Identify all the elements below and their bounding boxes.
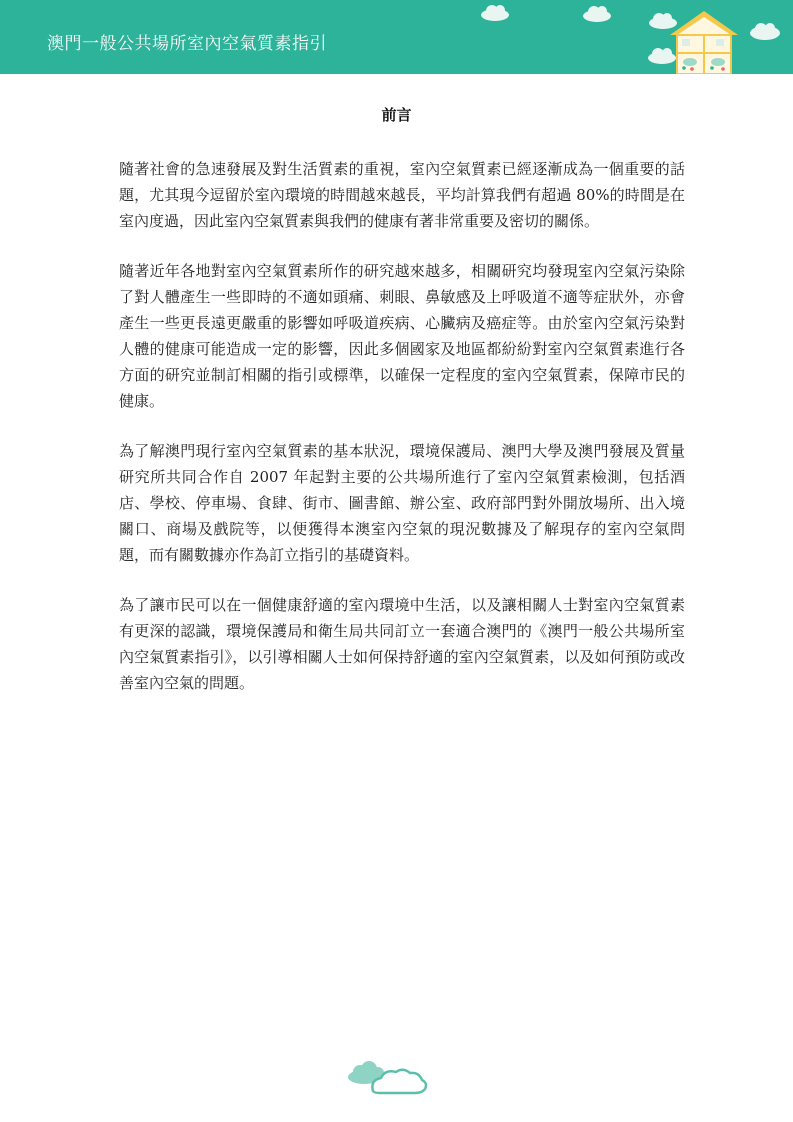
paragraph: 為了解澳門現行室內空氣質素的基本狀況，環境保護局、澳門大學及澳門發展及質量研究所共同合作自 2007 年起對主要的公共場所進行了室內空氣質素檢測，包括酒店、學校、停車場、食肆、街市、圖書館、辦公室、政府部門對外開放場所、出入境關口、商場及戲院等，以便獲得本澳室內空氣的現況數據及了解現存的室內空氣問題，而有關數據亦作為訂立指引的基礎資料。: [119, 442, 685, 564]
cloud-icon: [481, 5, 509, 21]
house-illustration-icon: [670, 11, 738, 74]
cloud-icon: [648, 48, 676, 64]
header-band: [0, 0, 793, 74]
header-illustration: [470, 0, 793, 74]
paragraph: 隨著社會的急速發展及對生活質素的重視，室內空氣質素已經逐漸成為一個重要的話題，尤其現今逗留於室內環境的時間越來越長，平均計算我們有超過 80%的時間是在室內度過，因此室內空氣質素與我們的健康有著非常重要及密切的關係。: [119, 160, 685, 230]
page-heading: 前言: [381, 106, 412, 124]
body-text: [119, 156, 685, 720]
cloud-icon: [750, 23, 780, 40]
paragraph: 為了讓市民可以在一個健康舒適的室內環境中生活，以及讓相關人士對室內空氣質素有更深的認識，環境保護局和衛生局共同訂立一套適合澳門的《澳門一般公共場所室內空氣質素指引》，以引導相關人士如何保持舒適的室內空氣質素，以及如何預防或改善室內空氣的問題。: [119, 596, 685, 692]
paragraph: 隨著近年各地對室內空氣質素所作的研究越來越多，相關研究均發現室內空氣污染除了對人體產生一些即時的不適如頭痛、刺眼、鼻敏感及上呼吸道不適等症狀外，亦會產生一些更長遠更嚴重的影響如呼吸道疾病、心臟病及癌症等。由於室內空氣污染對人體的健康可能造成一定的影響，因此多個國家及地區都紛紛對室內空氣質素進行各方面的研究並制訂相關的指引或標準，以確保一定程度的室內空氣質素，保障市民的健康。: [119, 262, 685, 410]
cloud-icon: [649, 13, 677, 29]
cloud-icon: [340, 1055, 436, 1101]
cloud-icon: [583, 6, 611, 22]
document-series-title: 澳門一般公共場所室內空氣質素指引: [47, 34, 327, 54]
